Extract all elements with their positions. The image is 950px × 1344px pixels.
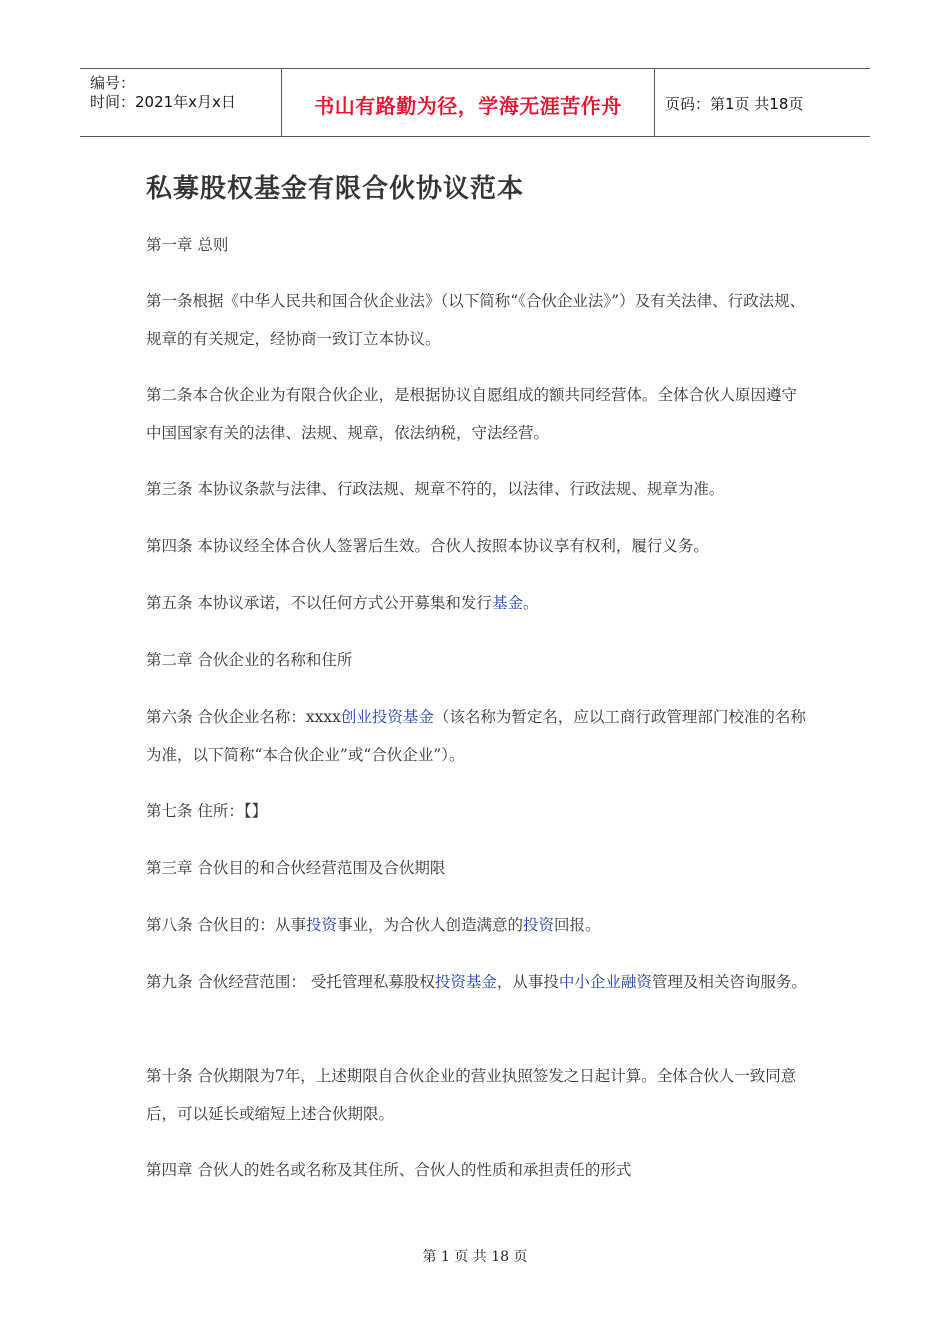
- article-9-tail: 管理及相关咨询服务。: [651, 973, 807, 991]
- article-10: 第十条 合伙期限为7年，上述期限自合伙企业的营业执照签发之日起计算。全体合伙人一致同意后，可以延长或缩短上述合伙期限。: [146, 1067, 797, 1123]
- header-motto-cell: [282, 69, 655, 136]
- fund-link[interactable]: 基金: [491, 594, 523, 612]
- venture-fund-link[interactable]: 创业投资基金: [340, 708, 434, 726]
- article-2: 第二条本合伙企业为有限合伙企业，是根据协议自愿组成的额共同经营体。全体合伙人原因遵守中国国家有关的法律、法规、规章，依法纳税，守法经营。: [146, 386, 798, 442]
- article-3: 第三条 本协议条款与法律、行政法规、规章不符的，以法律、行政法规、规章为准。: [146, 480, 725, 498]
- article-9-mid: ，从事投: [496, 973, 559, 991]
- header-page-info: 页码：第1页 共18页: [665, 95, 804, 113]
- article-8-mid: 事业，为合伙人创造满意的: [336, 916, 523, 934]
- article-9-text: 第九条 合伙经营范围： 受托管理私募股权: [146, 973, 435, 991]
- article-4: 第四条 本协议经全体合伙人签署后生效。合伙人按照本协议享有权利，履行义务。: [146, 537, 709, 555]
- investment-link-2[interactable]: 投资: [522, 916, 554, 934]
- article-5: [146, 584, 810, 622]
- chapter-1-heading: 第一章 总则: [146, 236, 229, 254]
- chapter-2-heading: 第二章 合伙企业的名称和住所: [146, 651, 353, 669]
- doc-number-label: 编号：: [90, 74, 136, 92]
- article-8-tail: 回报。: [553, 916, 601, 934]
- header-motto: 书山有路勤为径，学海无涯苦作舟: [314, 94, 622, 118]
- document-title: 私募股权基金有限合伙协议范本: [146, 174, 525, 204]
- chapter-4-heading: 第四章 合伙人的姓名或名称及其住所、合伙人的性质和承担责任的形式: [146, 1161, 632, 1179]
- article-6-text: 第六条 合伙企业名称：xxxx: [146, 708, 341, 726]
- doc-date-label: 时间：2021年x月x日: [90, 93, 236, 111]
- article-6: [146, 698, 810, 774]
- page-header: [80, 68, 870, 137]
- article-8: [146, 906, 810, 944]
- article-8-text: 第八条 合伙目的：从事: [146, 916, 306, 934]
- chapter-3-heading: 第三章 合伙目的和合伙经营范围及合伙期限: [146, 859, 446, 877]
- header-meta-cell: [80, 69, 282, 136]
- page-footer: 第 1 页 共 18 页: [422, 1249, 528, 1265]
- header-page-cell: [655, 69, 870, 136]
- article-6-tail: （该名称为暂定名，应以工商行政管理部门校准的名称 为准，以下简称“本合伙企业”或“合伙企业”）。: [146, 708, 806, 764]
- investment-fund-link[interactable]: 投资基金: [434, 973, 497, 991]
- article-7: 第七条 住所：【】: [146, 802, 268, 820]
- investment-link[interactable]: 投资: [305, 916, 337, 934]
- sme-financing-link[interactable]: 中小企业融资: [558, 973, 652, 991]
- article-5-tail: 。: [522, 594, 539, 612]
- article-1: 第一条根据《中华人民共和国合伙企业法》（以下简称“《合伙企业法》”）及有关法律、行政法规、规章的有关规定，经协商一致订立本协议。: [146, 292, 806, 348]
- article-9: [146, 963, 810, 1001]
- article-5-text: 第五条 本协议承诺，不以任何方式公开募集和发行: [146, 594, 492, 612]
